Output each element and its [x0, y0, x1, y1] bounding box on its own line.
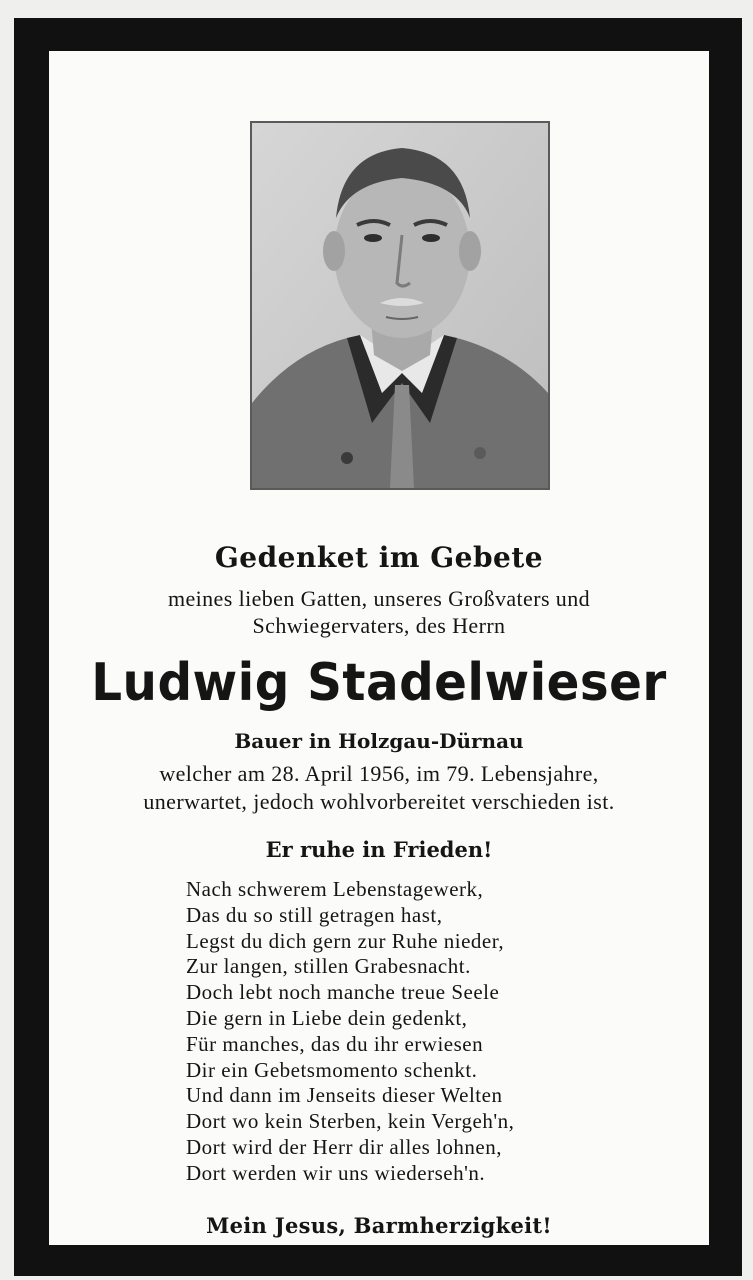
black-mourning-border [14, 18, 742, 1276]
death-info-line-2: unerwartet, jedoch wohlvorbereitet verschieden ist. [143, 789, 615, 814]
poem-line: Das du so still getragen hast, [186, 902, 443, 927]
closing-prayer: Mein Jesus, Barmherzigkeit! [206, 1213, 552, 1238]
poem-line: Zur langen, stillen Grabesnacht. [186, 954, 471, 979]
intro-line-2: Schwiegervaters, des Herrn [252, 613, 506, 638]
deceased-portrait-photo [250, 121, 550, 490]
poem-line: Die gern in Liebe dein gedenkt, [186, 1005, 468, 1030]
poem-line: Nach schwerem Lebenstagewerk, [186, 877, 484, 901]
poem-line: Doch lebt noch manche treue Seele [186, 980, 500, 1005]
death-info-line-1: welcher am 28. April 1956, im 79. Lebensjahre, [159, 761, 599, 786]
memorial-poem [186, 877, 514, 1187]
intro-line-1: meines lieben Gatten, unseres Großvaters und [167, 586, 591, 611]
poem-line: Für manches, das du ihr erwiesen [186, 1031, 484, 1056]
poem-line: Und dann im Jenseits dieser Welten [186, 1083, 503, 1108]
poem-line: Dort wo kein Sterben, kein Vergeh'n, [186, 1109, 515, 1134]
rest-in-peace-line: Er ruhe in Frieden! [265, 837, 493, 862]
poem-line: Dort werden wir uns wiederseh'n. [186, 1160, 486, 1185]
deceased-name: Ludwig Stadelwieser [91, 653, 667, 713]
card-content-area [49, 51, 709, 1245]
poem-line: Legst du dich gern zur Ruhe nieder, [186, 928, 505, 953]
prayer-heading: Gedenket im Gebete [214, 541, 544, 574]
poem-line: Dir ein Gebetsmomento schenkt. [186, 1057, 478, 1082]
poem-line: Dort wird der Herr dir alles lohnen, [186, 1134, 502, 1159]
occupation-line: Bauer in Holzgau-Dürnau [234, 729, 524, 753]
